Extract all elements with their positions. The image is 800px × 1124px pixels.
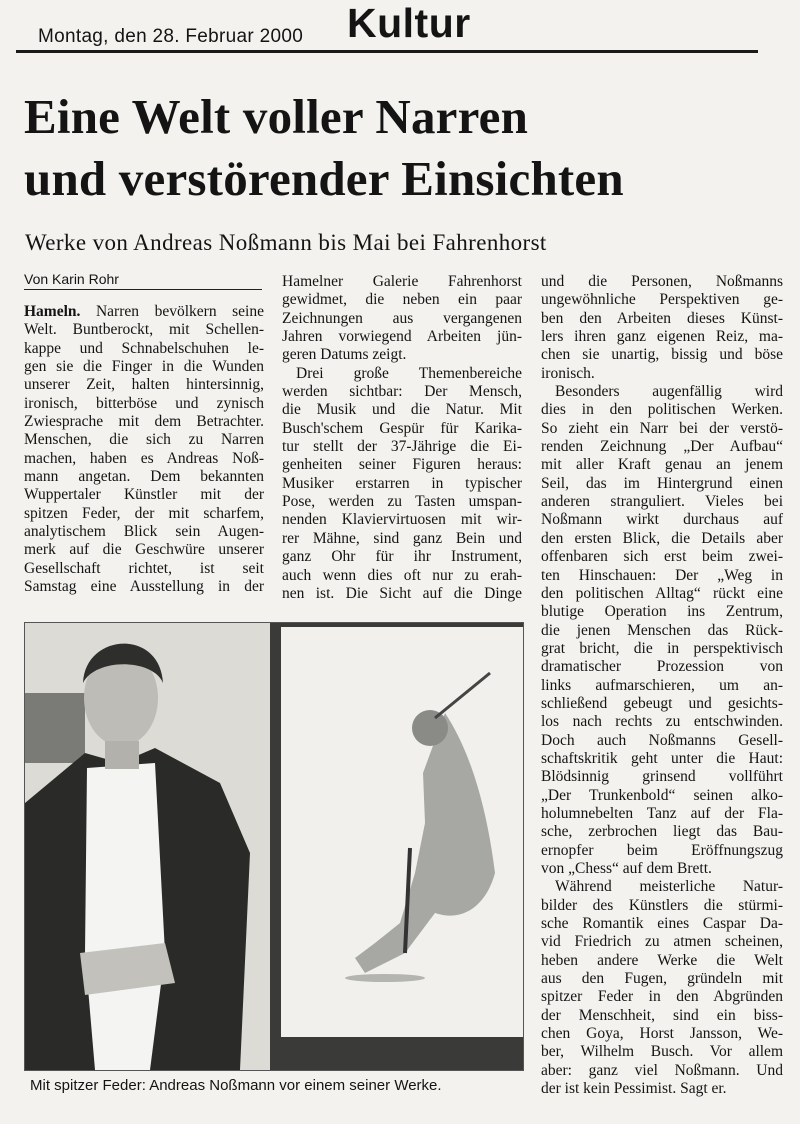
- text-line: Busch'schem Gespür für Karika-: [282, 419, 522, 437]
- text-line: analytischem Blick sein Augen-: [24, 523, 264, 541]
- text-line: ganz Ohr für ihr Instrument,: [282, 548, 522, 566]
- text-line: auch wenn dies oft nur zu erah-: [282, 566, 522, 584]
- text-line: bilder des Künstlers die stürmi-: [541, 896, 783, 914]
- text-line: Besonders augenfällig wird: [555, 383, 783, 401]
- text-line: Menschen, die sich zu Narren: [24, 431, 264, 449]
- text-line: ungewöhnliche Perspektiven ge-: [541, 291, 783, 309]
- text-line: spitzer Feder in den Abgründen: [541, 988, 783, 1006]
- text-line: mann angetan. Dem bekannten: [24, 468, 264, 486]
- photo-illustration: [25, 623, 523, 1070]
- text-line: sche Romantik eines Caspar Da-: [541, 915, 783, 933]
- text-line: Noßmann wirkt durchaus auf: [541, 511, 783, 529]
- header-date: Montag, den 28. Februar 2000: [38, 26, 304, 47]
- text-line: den ersten Blick, die Details aber: [541, 529, 783, 547]
- text-line: schließend gebeugt und gesichts-: [541, 694, 783, 712]
- text-line: werden sichtbar: Der Mensch,: [282, 383, 522, 401]
- text-line: dies in den politischen Werken.: [541, 401, 783, 419]
- text-line: ber, Wilhelm Busch. Vor allem: [541, 1043, 783, 1061]
- text-line: Jahren vorwiegend Arbeiten jün-: [282, 328, 522, 346]
- text-line: renden Zeichnung „Der Aufbau“: [541, 438, 783, 456]
- text-line: ironisch, bitterböse und zynisch: [24, 394, 264, 412]
- text-line: und die Personen, Noßmanns: [541, 273, 783, 290]
- text-line: holumnebelten Tanz auf der Fla-: [541, 804, 783, 822]
- headline-line-2: und verstörender Einsichten: [24, 151, 624, 206]
- text-line: ben den Arbeiten dieses Künst-: [541, 309, 783, 327]
- text-line: ironisch.: [541, 364, 595, 382]
- section-title: Kultur: [347, 0, 471, 46]
- text-line: der Menschheit, sind ein biss-: [541, 1006, 783, 1024]
- text-line: Doch auch Noßmanns Gesell-: [541, 731, 783, 749]
- text-line: Drei große Themenbereiche: [296, 364, 522, 382]
- article-column-3: [541, 273, 783, 1098]
- text-line: gewidmet, die neben ein paar: [282, 291, 522, 309]
- article-column-2: [282, 273, 522, 603]
- text-line: heben andere Werke die Welt: [541, 951, 783, 969]
- text-line: offenbaren sich erst beim zwei-: [541, 548, 783, 566]
- text-line: geren Datums zeigt.: [282, 346, 407, 364]
- text-line: blutige Operation ins Zentrum,: [541, 603, 783, 621]
- text-line: ten Hinschauen: Der „Weg in: [541, 566, 783, 584]
- article-column-1: [24, 303, 264, 597]
- text-line: links aufmarschieren, um an-: [541, 676, 783, 694]
- text-fragment: Narren bevölkern seine: [80, 303, 264, 320]
- headline: [24, 86, 784, 210]
- text-line: Gesellschaft richtet, ist seit: [24, 559, 264, 577]
- text-line: vid Friedrich zu atmen scheinen,: [541, 933, 783, 951]
- text-line: anderen stranguliert. Vieles bei: [541, 493, 783, 511]
- text-line: tur stellt der 37-Jährige die Ei-: [282, 438, 522, 456]
- text-line: aber: ganz viel Noßmann. Und: [541, 1061, 783, 1079]
- text-line: [24, 303, 264, 321]
- text-line: Während meisterliche Natur-: [555, 878, 783, 896]
- text-line: aus den Fugen, gründeln mit: [541, 970, 783, 988]
- subheadline: Werke von Andreas Noßmann bis Mai bei Fahrenhorst: [25, 230, 547, 255]
- text-line: Welt. Buntberockt, mit Schellen-: [24, 321, 264, 339]
- text-line: unserer Zeit, halten hintersinnig,: [24, 376, 264, 394]
- text-line: mit aller Kraft genau an jenem: [541, 456, 783, 474]
- dateline: Hameln.: [24, 303, 81, 320]
- photo-caption: Mit spitzer Feder: Andreas Noßmann vor einem seiner Werke.: [30, 1077, 442, 1094]
- text-line: Blödsinnig grinsend vollführt: [541, 768, 783, 786]
- text-line: nenden Klaviervirtuosen mit wir-: [282, 511, 522, 529]
- framed-artwork: [270, 623, 523, 1070]
- text-line: die Musik und die Natur. Mit: [282, 401, 522, 419]
- text-line: sche, zerbrochen liegt das Bau-: [541, 823, 783, 841]
- article-photo: [24, 622, 524, 1071]
- text-line: chen sie unartig, bissig und böse: [541, 346, 783, 364]
- text-line: Zwiesprache mit dem Betrachter.: [24, 413, 264, 431]
- text-line: von „Chess“ auf dem Brett.: [541, 860, 712, 877]
- text-line: lers ihren ganz eigenen Reiz, ma-: [541, 328, 783, 346]
- text-line: Musiker erstarren in typischer: [282, 474, 522, 492]
- text-line: Samstag eine Ausstellung in der: [24, 578, 264, 596]
- header-rule: [16, 50, 758, 53]
- text-line: der ist kein Pessimist. Sagt er.: [541, 1080, 727, 1098]
- text-line: spitzen Feder, der mit scharfem,: [24, 504, 264, 522]
- text-line: machen, haben es Andreas Noß-: [24, 449, 264, 467]
- text-line: Zeichnungen aus vergangenen: [282, 309, 522, 327]
- byline: Von Karin Rohr: [24, 271, 262, 290]
- text-line: schaftskritik geht unter die Haut:: [541, 749, 783, 767]
- text-line: die jenen Menschen das Rück-: [541, 621, 783, 639]
- text-line: grat bricht, die in perspektivisch: [541, 639, 783, 657]
- text-line: Seil, das im Hintergrund einen: [541, 474, 783, 492]
- text-line: rer Mähne, sind ganz Bein und: [282, 529, 522, 547]
- text-line: dramatischer Prozession von: [541, 658, 783, 676]
- text-line: kappe und Schnabelschuhen le-: [24, 339, 264, 357]
- text-line: los nach rechts zu entschwinden.: [541, 713, 783, 731]
- text-line: So zieht ein Narr bei der verstö-: [541, 419, 783, 437]
- text-line: Hamelner Galerie Fahrenhorst: [282, 273, 522, 290]
- text-line: ernopfer beim Eröffnungszug: [541, 841, 783, 859]
- text-line: den politischen Alltag“ rückt eine: [541, 584, 783, 602]
- text-line: Wuppertaler Künstler mit der: [24, 486, 264, 504]
- text-line: chen Goya, Horst Jansson, We-: [541, 1025, 783, 1043]
- headline-line-1: Eine Welt voller Narren: [24, 89, 529, 144]
- text-line: merk auf die Geschwüre unserer: [24, 541, 264, 559]
- text-line: nen ist. Die Sicht auf die Dinge: [282, 584, 522, 602]
- text-line: „Der Trunkenbold“ seinen alko-: [541, 786, 783, 804]
- text-line: gen sie die Finger in die Wunden: [24, 358, 264, 376]
- text-line: Pose, werden zu Tasten umspan-: [282, 493, 522, 511]
- text-line: genheiten seiner Figuren heraus:: [282, 456, 522, 474]
